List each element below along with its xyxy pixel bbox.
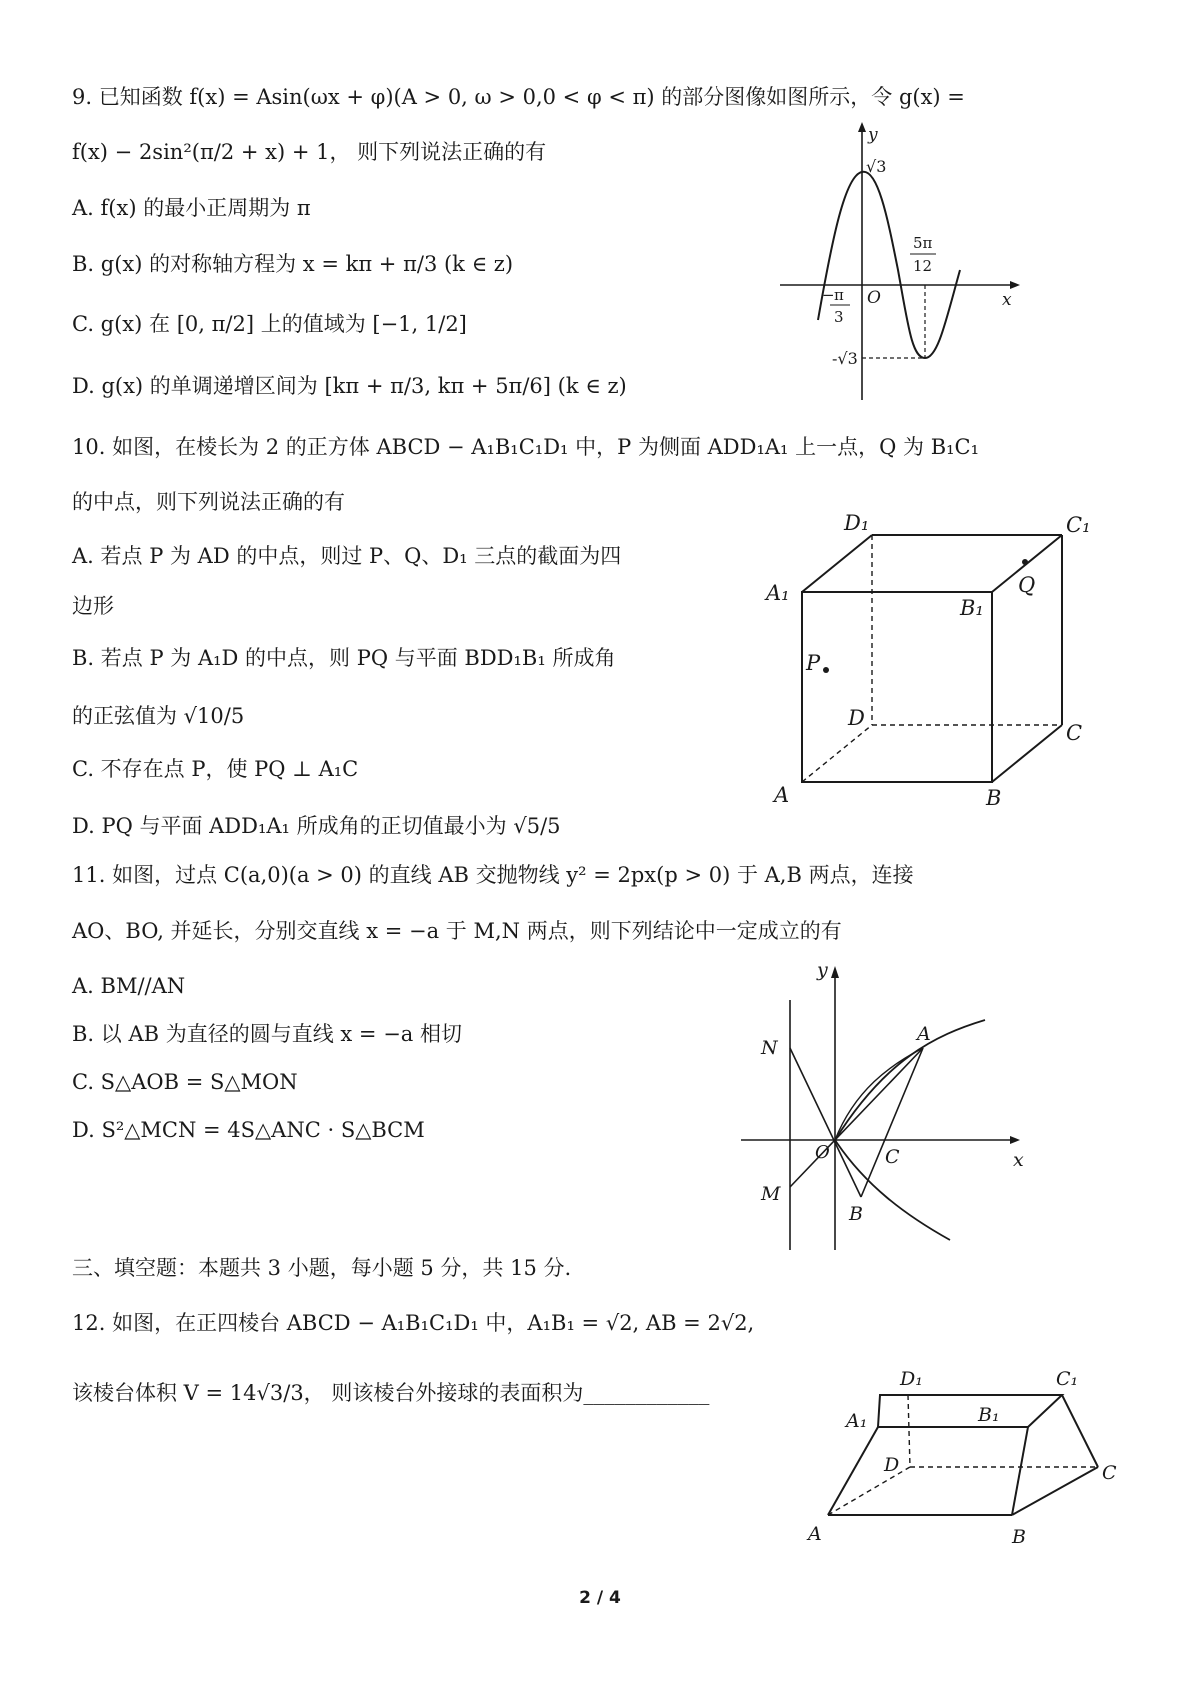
q12-frustum-figure (800, 1355, 1130, 1555)
q11-stem-line2: AO、BO, 并延长，分别交直线 x = −a 于 M,N 两点，则下列结论中一定成立的有 (72, 919, 842, 943)
q10-option-a-line2: 边形 (72, 594, 114, 618)
q11-label-c: C (885, 1146, 900, 1168)
q12-stem-line2: 该棱台体积 V = 14√3/3， 则该棱台外接球的表面积为____________ (72, 1381, 710, 1405)
q9-option-b: B. g(x) 的对称轴方程为 x = kπ + π/3 (k ∈ z) (72, 252, 514, 276)
q9-five-pi-top: 5π (913, 234, 933, 252)
q10-option-a-line1: A. 若点 P 为 AD 的中点，则过 P、Q、D₁ 三点的截面为四 (72, 544, 622, 568)
q9-stem-line2: f(x) − 2sin²(π/2 + x) + 1， 则下列说法正确的有 (72, 140, 547, 164)
q9-neg-sqrt3-label: -√3 (832, 349, 858, 368)
q11-label-o: O (815, 1142, 830, 1163)
q11-stem-line1: 11. 如图，过点 C(a,0)(a > 0) 的直线 AB 交抛物线 y² = 2px(p > 0) 于 A,B 两点，连接 (72, 863, 914, 887)
q11-label-b: B (849, 1203, 863, 1225)
q9-origin-label: O (867, 288, 881, 308)
q9-sine-graph (770, 120, 1030, 405)
q12-label-c1: C₁ (1056, 1368, 1079, 1390)
q10-stem-line2: 的中点，则下列说法正确的有 (72, 490, 345, 514)
q9-stem-line1: 9. 已知函数 f(x) = Asin(ωx + φ)(A > 0, ω > 0,0 < φ < π) 的部分图像如图所示，令 g(x) = (72, 85, 965, 109)
q11-option-c: C. S△AOB = S△MON (72, 1070, 298, 1094)
q10-cube-figure (760, 500, 1100, 810)
q9-neg-pi-3-bot: 3 (834, 308, 844, 326)
q10-option-b-line2: 的正弦值为 √10/5 (72, 704, 245, 728)
q9-y-axis-label: y (868, 125, 878, 145)
q10-label-d1: D₁ (844, 511, 870, 535)
q9-option-a: A. f(x) 的最小正周期为 π (72, 196, 311, 220)
page-number: 2 / 4 (579, 1588, 621, 1608)
q9-neg-pi-3-num: − (822, 286, 835, 304)
q9-sqrt3-label: √3 (866, 157, 887, 176)
q10-point-p (823, 667, 829, 673)
q9-option-d: D. g(x) 的单调递增区间为 [kπ + π/3, kπ + 5π/6] (k ∈ z) (72, 374, 627, 398)
q10-label-c1: C₁ (1066, 513, 1091, 537)
q11-label-n: N (761, 1037, 778, 1059)
q10-option-c: C. 不存在点 P，使 PQ ⊥ A₁C (72, 757, 359, 781)
q9-neg-pi-3-top: π (834, 286, 844, 304)
q10-label-c: C (1066, 721, 1083, 745)
q11-label-y: y (817, 960, 828, 981)
q12-label-c: C (1102, 1462, 1117, 1484)
q12-stem-line1: 12. 如图，在正四棱台 ABCD − A₁B₁C₁D₁ 中，A₁B₁ = √2, AB = 2√2, (72, 1311, 755, 1335)
q9-x-axis-label: x (1002, 290, 1012, 310)
q10-option-b-line1: B. 若点 P 为 A₁D 的中点，则 PQ 与平面 BDD₁B₁ 所成角 (72, 646, 616, 670)
q10-option-d: D. PQ 与平面 ADD₁A₁ 所成角的正切值最小为 √5/5 (72, 814, 561, 838)
q11-label-x: x (1013, 1149, 1024, 1171)
q10-label-b: B (986, 786, 1002, 810)
q10-label-a: A (774, 783, 790, 807)
q11-parabola-figure (735, 960, 1035, 1260)
q12-label-a1: A₁ (846, 1410, 868, 1432)
section-3-heading: 三、填空题：本题共 3 小题，每小题 5 分，共 15 分. (72, 1256, 572, 1280)
q10-label-b1: B₁ (960, 596, 984, 620)
q10-point-q (1022, 559, 1028, 565)
q11-label-m: M (761, 1183, 781, 1205)
q12-label-b: B (1012, 1526, 1026, 1548)
q12-label-d: D (884, 1454, 900, 1476)
q11-label-a: A (917, 1023, 931, 1045)
q11-option-a: A. BM//AN (72, 974, 186, 998)
q9-option-c: C. g(x) 在 [0, π/2] 上的值域为 [−1, 1/2] (72, 312, 467, 336)
q10-label-p: P (806, 651, 821, 675)
q9-five-pi-bot: 12 (913, 257, 933, 275)
q10-label-a1: A₁ (766, 581, 790, 605)
q12-label-a: A (808, 1523, 822, 1545)
q11-option-b: B. 以 AB 为直径的圆与直线 x = −a 相切 (72, 1022, 462, 1046)
q10-label-d: D (848, 706, 865, 730)
q11-option-d: D. S²△MCN = 4S△ANC · S△BCM (72, 1118, 425, 1142)
q12-label-b1: B₁ (978, 1404, 1000, 1426)
q10-stem-line1: 10. 如图，在棱长为 2 的正方体 ABCD − A₁B₁C₁D₁ 中，P 为侧面 ADD₁A₁ 上一点，Q 为 B₁C₁ (72, 435, 980, 459)
q10-label-q: Q (1018, 573, 1036, 597)
q12-label-d1: D₁ (900, 1368, 923, 1390)
